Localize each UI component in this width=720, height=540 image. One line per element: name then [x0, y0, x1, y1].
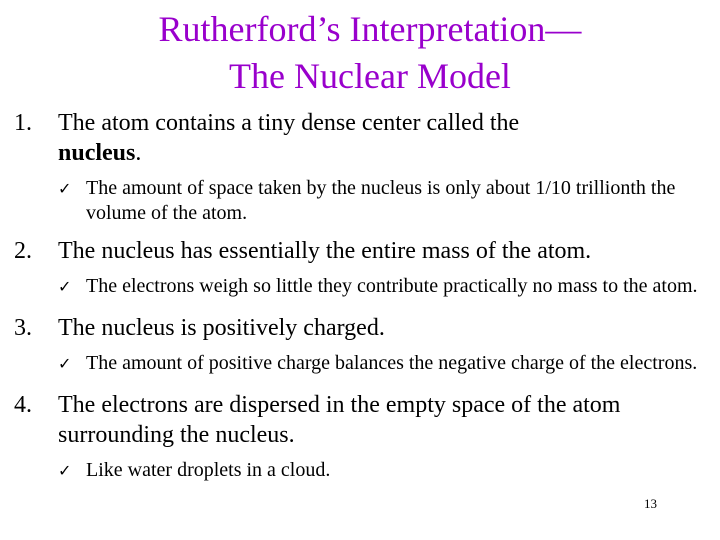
checkmark-icon: ✓ — [58, 277, 72, 296]
title-line-1: Rutherford’s Interpretation— — [158, 9, 582, 49]
title-line-2: The Nuclear Model — [229, 56, 511, 96]
checkmark-icon: ✓ — [58, 461, 72, 480]
bold-term: nucleus — [58, 140, 136, 166]
list-text: The nucleus has essentially the entire mass of the atom. — [58, 238, 592, 264]
list-number: 1. — [14, 110, 32, 136]
list-number: 2. — [14, 238, 32, 264]
sub-text: The amount of space taken by the nucleus is only about 1/10 trillionth the volume of the atom. — [86, 177, 676, 224]
sub-item-2 — [14, 274, 714, 299]
sub-item-3 — [14, 351, 714, 376]
list-number: 3. — [14, 315, 32, 341]
slide-number: 13 — [644, 496, 657, 511]
list-number: 4. — [14, 392, 32, 418]
list-text-end: . — [135, 140, 142, 166]
sub-item-4 — [14, 458, 714, 483]
list-item-4 — [14, 390, 714, 450]
sub-text: Like water droplets in a cloud. — [86, 459, 331, 481]
list-text: The nucleus is positively charged. — [58, 315, 385, 341]
main-list — [14, 108, 714, 483]
sub-item-1 — [14, 176, 714, 226]
checkmark-icon: ✓ — [58, 179, 72, 198]
sub-text: The electrons weigh so little they contribute practically no mass to the atom. — [86, 275, 698, 297]
slide-title — [80, 6, 660, 100]
list-item-2 — [14, 236, 714, 266]
list-text: The atom contains a tiny dense center called the — [58, 110, 520, 136]
list-item-1 — [14, 108, 714, 168]
list-item-3 — [14, 313, 714, 343]
sub-text: The amount of positive charge balances the negative charge of the electrons. — [86, 352, 698, 374]
checkmark-icon: ✓ — [58, 354, 72, 373]
list-text: The electrons are dispersed in the empty space of the atom surrounding the nucleus. — [58, 392, 621, 448]
